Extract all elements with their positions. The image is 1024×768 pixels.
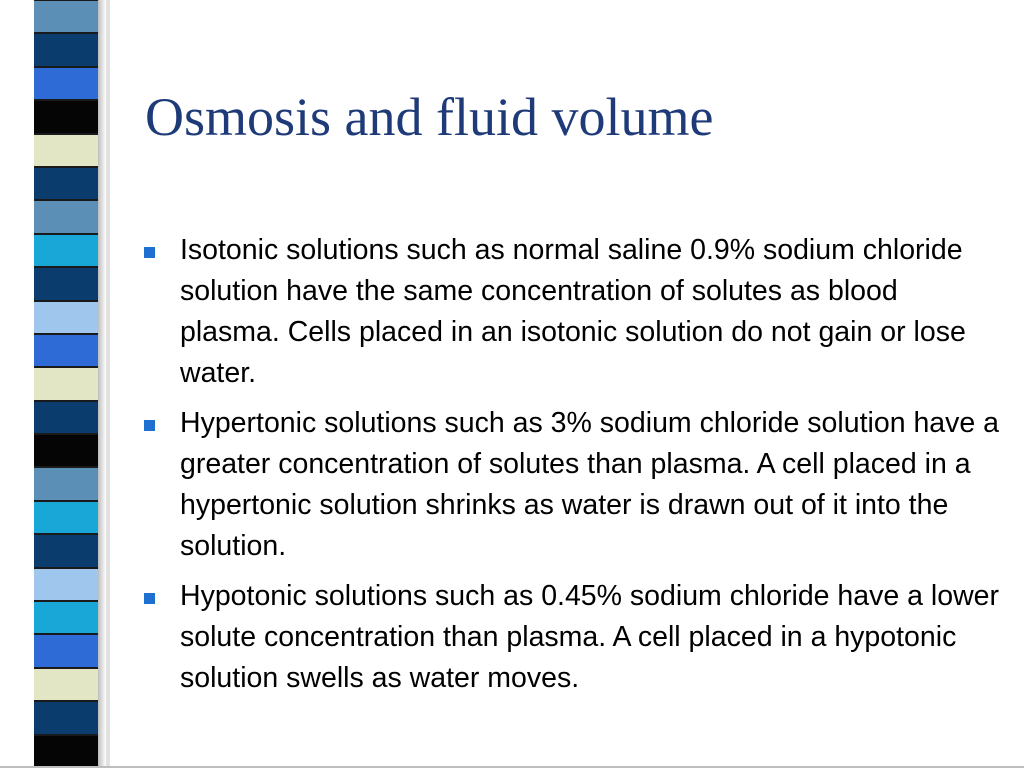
stripe-segment bbox=[34, 0, 98, 33]
bullet-item-hypotonic bbox=[140, 576, 1000, 699]
stripe-segment bbox=[34, 467, 98, 501]
square-bullet-icon bbox=[144, 420, 155, 431]
stripe-segment bbox=[34, 501, 98, 534]
stripe-segment bbox=[34, 701, 98, 735]
bullet-text: Hypertonic solutions such as 3% sodium chloride solution have a greater concentration of solutes than plasma. A cell placed in a hypertonic solution shrinks as water is drawn out of it into the solution. bbox=[180, 407, 1000, 562]
stripe-shadow bbox=[98, 0, 106, 768]
stripe-segment bbox=[34, 634, 98, 668]
bullet-list bbox=[140, 230, 1000, 708]
stripe-segment bbox=[34, 301, 98, 334]
stripe-segment bbox=[34, 334, 98, 367]
stripe-segment bbox=[34, 434, 98, 467]
stripe-segment bbox=[34, 33, 98, 67]
stripe-segment bbox=[34, 735, 98, 768]
stripe-segment bbox=[34, 367, 98, 401]
bullet-text: Hypotonic solutions such as 0.45% sodium chloride have a lower solute concentration than plasma. A cell placed in a hypotonic solution swells as water moves. bbox=[180, 580, 1000, 694]
stripe-segment bbox=[34, 534, 98, 568]
slide-title: Osmosis and fluid volume bbox=[145, 87, 714, 147]
stripe-segment bbox=[34, 568, 98, 601]
decorative-stripe bbox=[34, 0, 98, 768]
square-bullet-icon bbox=[144, 247, 155, 258]
stripe-segment bbox=[34, 401, 98, 434]
bullet-text: Isotonic solutions such as normal saline 0.9% sodium chloride solution have the same concentration of solutes as blood plasma. Cells placed in an isotonic solution do not gain or lose water. bbox=[180, 234, 966, 389]
stripe-segment bbox=[34, 167, 98, 200]
stripe-segment bbox=[34, 601, 98, 634]
stripe-segment bbox=[34, 200, 98, 234]
stripe-segment bbox=[34, 668, 98, 701]
stripe-segment bbox=[34, 100, 98, 134]
bullet-item-isotonic bbox=[140, 230, 1000, 394]
bullet-item-hypertonic bbox=[140, 403, 1000, 567]
square-bullet-icon bbox=[144, 593, 155, 604]
stripe-segment bbox=[34, 67, 98, 100]
stripe-segment bbox=[34, 234, 98, 267]
stripe-segment bbox=[34, 134, 98, 167]
stripe-segment bbox=[34, 267, 98, 301]
